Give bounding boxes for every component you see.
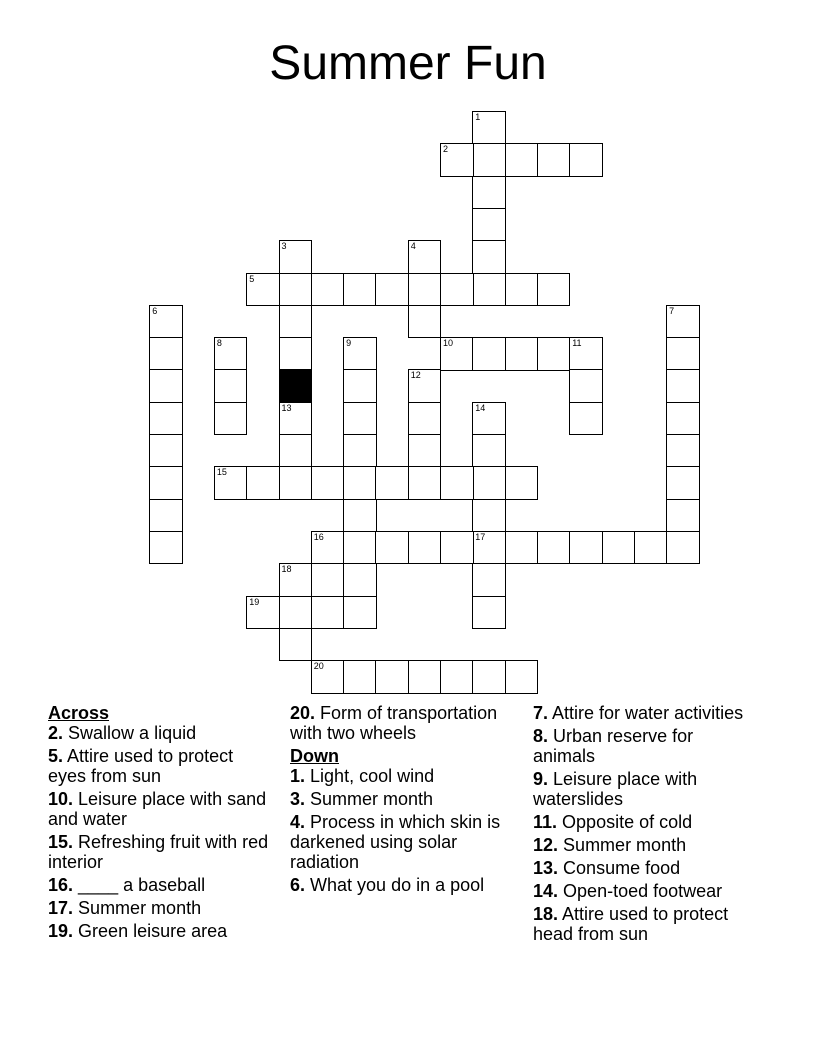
grid-cell[interactable] — [343, 466, 377, 500]
grid-cell[interactable] — [149, 305, 183, 339]
grid-cell[interactable] — [149, 531, 183, 565]
grid-cell[interactable] — [279, 596, 313, 630]
grid-cell[interactable] — [279, 563, 313, 597]
grid-cell[interactable] — [375, 273, 409, 307]
grid-cell[interactable] — [279, 628, 313, 662]
grid-cell[interactable] — [311, 596, 345, 630]
down-clue: 9. Leisure place with waterslides — [533, 769, 698, 809]
grid-cell[interactable] — [505, 660, 539, 694]
grid-cell[interactable] — [279, 337, 313, 371]
grid-cell[interactable] — [149, 466, 183, 500]
down-clue: 18. Attire used to protect head from sun — [533, 904, 729, 944]
clue-number: 11 — [572, 338, 582, 349]
clue-number: 18 — [281, 564, 292, 575]
grid-cell[interactable] — [472, 466, 506, 500]
clue-number: 16 — [313, 531, 324, 542]
grid-cell[interactable] — [343, 660, 377, 694]
grid-cell[interactable] — [343, 499, 377, 533]
grid-cell[interactable] — [472, 176, 506, 210]
grid-cell[interactable] — [440, 143, 474, 177]
grid-cell[interactable] — [279, 273, 313, 307]
grid-cell[interactable] — [440, 273, 474, 307]
grid-cell[interactable] — [408, 660, 442, 694]
grid-cell[interactable] — [505, 531, 539, 565]
clue-number: 5 — [249, 273, 255, 284]
grid-cell[interactable] — [375, 660, 409, 694]
clue-number: 17 — [475, 531, 486, 542]
grid-cell[interactable] — [343, 596, 377, 630]
clue-number: 3 — [281, 241, 287, 252]
grid-cell[interactable] — [472, 208, 506, 242]
grid-cell[interactable] — [472, 660, 506, 694]
clue-number: 2 — [443, 144, 449, 155]
grid-cell[interactable] — [149, 402, 183, 436]
grid-cell[interactable] — [472, 143, 506, 177]
down-clue: 11. Opposite of cold — [533, 812, 693, 832]
grid-cell[interactable] — [279, 466, 313, 500]
down-clue: 14. Open-toed footwear — [533, 881, 723, 901]
grid-cell[interactable] — [666, 499, 700, 533]
grid-cell[interactable] — [472, 240, 506, 274]
clue-number: 19 — [249, 596, 260, 607]
grid-cell[interactable] — [505, 143, 539, 177]
grid-cell[interactable] — [408, 305, 442, 339]
clue-number: 9 — [346, 338, 352, 349]
grid-cell[interactable] — [472, 563, 506, 597]
grid-cell[interactable] — [214, 337, 248, 371]
down-clue: 7. Attire for water activities — [533, 703, 744, 723]
across-clue: 2. Swallow a liquid — [48, 723, 197, 743]
clues-column-2 — [290, 703, 510, 898]
grid-cell[interactable] — [602, 531, 636, 565]
grid-cell[interactable] — [569, 369, 603, 403]
grid-cell[interactable] — [149, 434, 183, 468]
grid-cell[interactable] — [537, 531, 571, 565]
grid-cell[interactable] — [472, 434, 506, 468]
grid-cell[interactable] — [505, 466, 539, 500]
grid-cell[interactable] — [440, 531, 474, 565]
clue-number: 1 — [475, 112, 481, 122]
grid-cell[interactable] — [246, 273, 280, 307]
clue-number: 6 — [152, 305, 158, 316]
clue-number: 7 — [669, 305, 675, 316]
grid-cell[interactable] — [279, 434, 313, 468]
across-clue: 5. Attire used to protect eyes from sun — [48, 746, 234, 786]
grid-cell[interactable] — [666, 531, 700, 565]
grid-cell[interactable] — [343, 434, 377, 468]
down-clue: 8. Urban reserve for animals — [533, 726, 694, 766]
grid-cell[interactable] — [472, 499, 506, 533]
clue-number: 12 — [410, 370, 421, 381]
grid-cell[interactable] — [408, 273, 442, 307]
down-clue: 6. What you do in a pool — [290, 875, 485, 895]
grid-cell[interactable] — [634, 531, 668, 565]
clue-number: 8 — [216, 338, 222, 349]
clue-number: 4 — [410, 241, 416, 252]
clues-column-1 — [48, 703, 273, 944]
grid-cell[interactable] — [149, 337, 183, 371]
grid-cell[interactable] — [214, 369, 248, 403]
down-clue: 3. Summer month — [290, 789, 434, 809]
grid-cell[interactable] — [214, 466, 248, 500]
across-clue: 10. Leisure place with sand and water — [48, 789, 267, 829]
grid-cell[interactable] — [505, 273, 539, 307]
grid-cell[interactable] — [472, 596, 506, 630]
puzzle-title: Summer Fun — [269, 37, 547, 90]
grid-cell[interactable] — [537, 143, 571, 177]
grid-cell[interactable] — [537, 273, 571, 307]
grid-cell[interactable] — [408, 369, 442, 403]
grid-cell[interactable] — [472, 111, 506, 145]
grid-cell[interactable] — [408, 240, 442, 274]
down-clue: 4. Process in which skin is darkened using solar radiation — [290, 812, 501, 872]
clue-number: 10 — [443, 338, 454, 349]
clue-number: 15 — [216, 467, 227, 478]
grid-cell[interactable] — [311, 660, 345, 694]
clue-number: 20 — [313, 661, 324, 672]
grid-cell[interactable] — [343, 402, 377, 436]
grid-cell[interactable] — [149, 369, 183, 403]
across-clue: 15. Refreshing fruit with red interior — [48, 832, 269, 872]
grid-cell[interactable] — [149, 499, 183, 533]
across-clue: 16. ____ a baseball — [48, 875, 206, 895]
grid-cell[interactable] — [343, 337, 377, 371]
grid-cell[interactable] — [666, 305, 700, 339]
grid-cell[interactable] — [311, 531, 345, 565]
grid-cell[interactable] — [666, 337, 700, 371]
grid-cell[interactable] — [279, 402, 313, 436]
clue-number: 14 — [475, 402, 486, 413]
grid-cell[interactable] — [311, 466, 345, 500]
grid-cell[interactable] — [343, 531, 377, 565]
grid-cell[interactable] — [440, 337, 474, 371]
grid-cell[interactable] — [472, 273, 506, 307]
grid-cell[interactable] — [537, 337, 571, 371]
grid-cell[interactable] — [505, 337, 539, 371]
grid-cell[interactable] — [343, 369, 377, 403]
grid-cell[interactable] — [666, 369, 700, 403]
grid-black-cell — [279, 369, 313, 403]
grid-cell[interactable] — [440, 466, 474, 500]
grid-cell[interactable] — [408, 402, 442, 436]
grid-cell[interactable] — [666, 402, 700, 436]
grid-cell[interactable] — [343, 273, 377, 307]
grid-cell[interactable] — [472, 531, 506, 565]
clues-column-3 — [533, 703, 753, 947]
grid-cell[interactable] — [472, 337, 506, 371]
grid-cell[interactable] — [375, 466, 409, 500]
grid-cell[interactable] — [246, 466, 280, 500]
down-clue: 13. Consume food — [533, 858, 681, 878]
down-clue: 12. Summer month — [533, 835, 687, 855]
grid-cell[interactable] — [246, 596, 280, 630]
across-clue: 20. Form of transportation with two wheels — [290, 703, 498, 743]
grid-cell[interactable] — [408, 466, 442, 500]
clue-number: 13 — [281, 402, 292, 413]
grid-cell[interactable] — [214, 402, 248, 436]
grid-cell[interactable] — [569, 402, 603, 436]
across-clue: 19. Green leisure area — [48, 921, 228, 941]
down-clue: 1. Light, cool wind — [290, 766, 435, 786]
grid-cell[interactable] — [408, 531, 442, 565]
grid-cell[interactable] — [666, 466, 700, 500]
grid-cell[interactable] — [279, 240, 313, 274]
across-clue: 17. Summer month — [48, 898, 202, 918]
grid-cell[interactable] — [569, 143, 603, 177]
grid-cell[interactable] — [279, 305, 313, 339]
grid-cell[interactable] — [375, 531, 409, 565]
grid-cell[interactable] — [311, 273, 345, 307]
grid-cell[interactable] — [569, 337, 603, 371]
down-heading: Down — [290, 746, 339, 766]
grid-cell[interactable] — [472, 402, 506, 436]
grid-cell[interactable] — [440, 660, 474, 694]
across-heading: Across — [48, 703, 110, 723]
grid-cell[interactable] — [569, 531, 603, 565]
grid-cell[interactable] — [666, 434, 700, 468]
grid-cell[interactable] — [408, 434, 442, 468]
grid-cell[interactable] — [343, 563, 377, 597]
